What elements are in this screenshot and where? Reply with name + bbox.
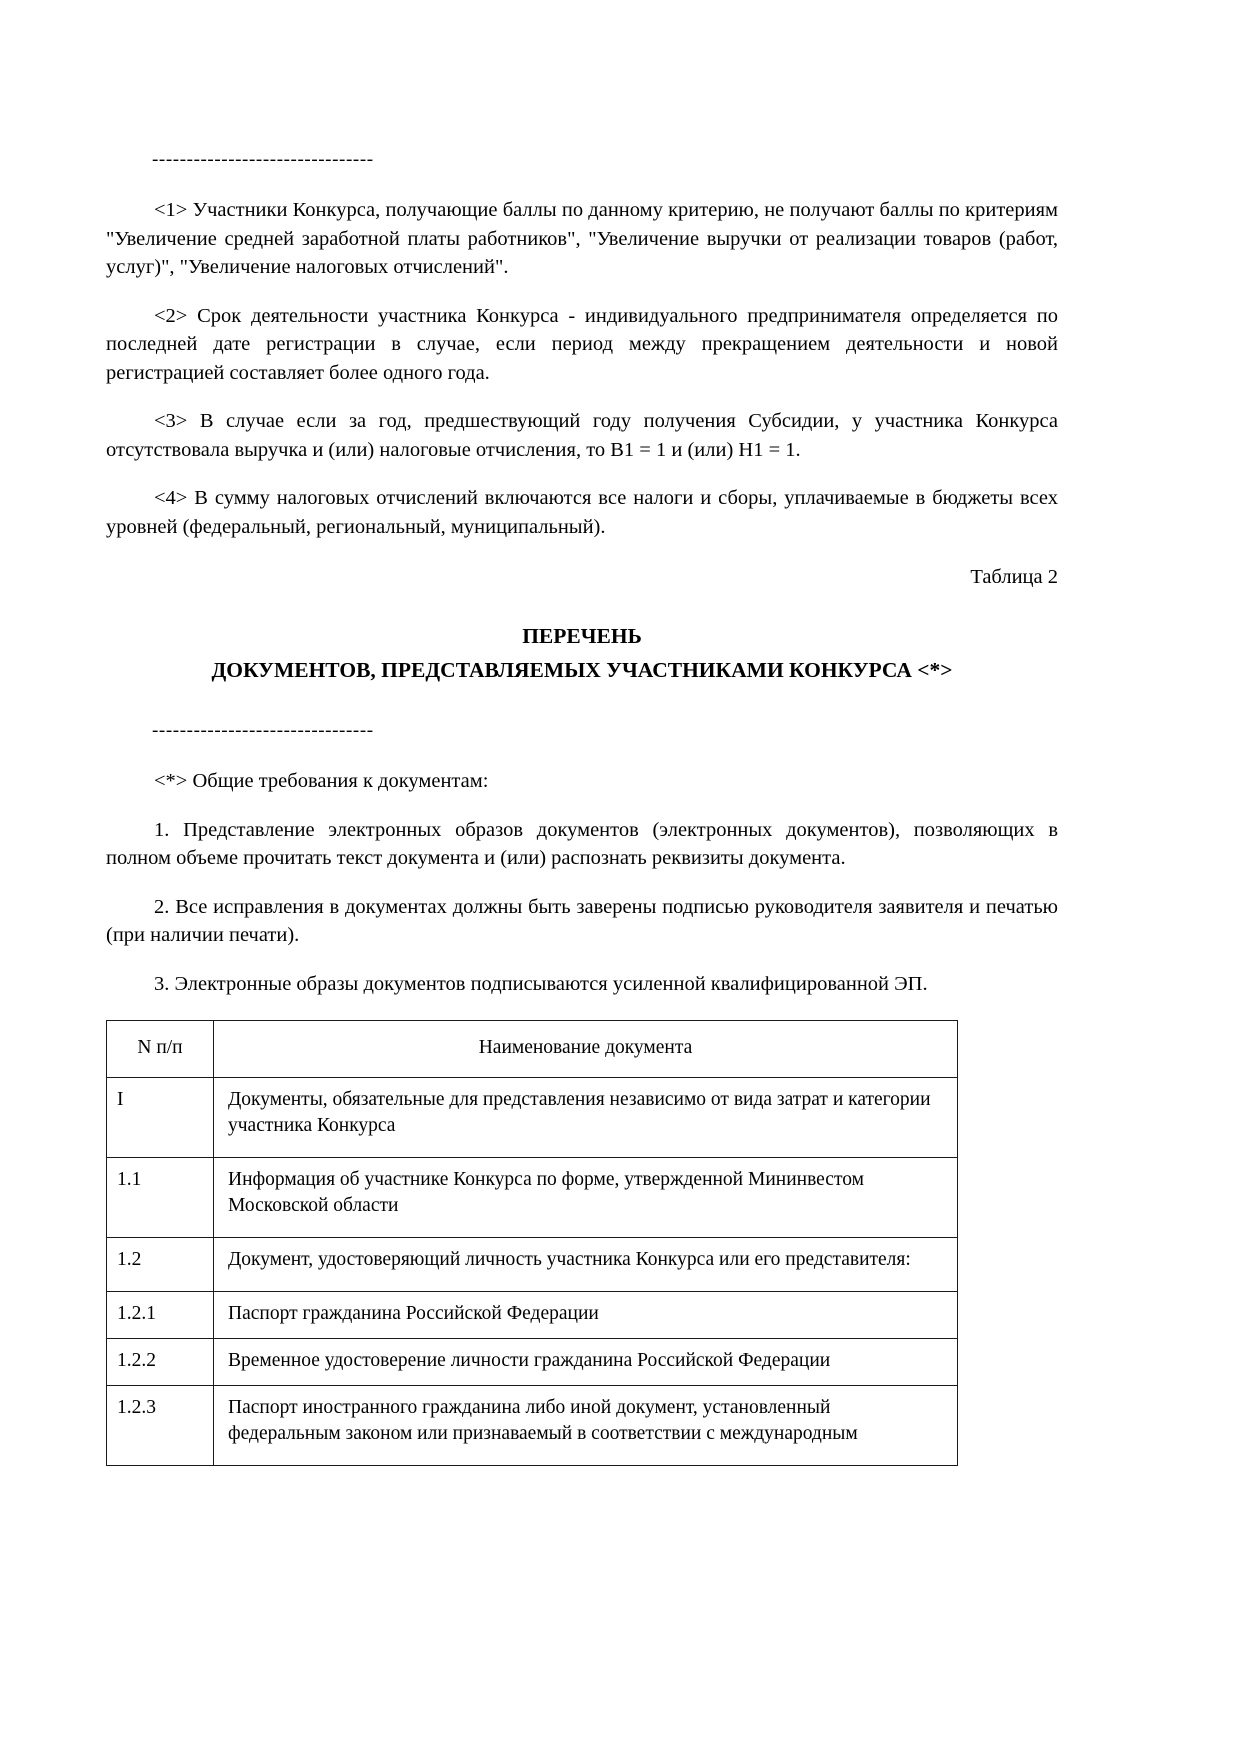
separator-rule-top: -------------------------------- (152, 149, 374, 170)
page-title-line-1: ПЕРЕЧЕНЬ (522, 624, 642, 648)
table-header-document-name: Наименование документа (214, 1021, 958, 1078)
documents-table (106, 1020, 958, 1466)
footnote-3: <3> В случае если за год, предшествующий году получения Субсидии, у участника Конкурса отсутствовала выручка и (или) налоговые отчисления, то В1 = 1 и (или) Н1 = 1. (106, 410, 1058, 461)
table-cell-document-name: Паспорт иностранного гражданина либо иной документ, установленный федеральным законом или признаваемый в соответствии с международным (214, 1386, 958, 1466)
table-header-number: N п/п (107, 1021, 214, 1078)
table-row (107, 1158, 958, 1238)
table-row (107, 1078, 958, 1158)
table-row (107, 1292, 958, 1339)
page-title-line-2: ДОКУМЕНТОВ, ПРЕДСТАВЛЯЕМЫХ УЧАСТНИКАМИ КОНКУРСА <*> (211, 658, 953, 682)
footnote-4: <4> В сумму налоговых отчислений включаются все налоги и сборы, уплачиваемые в бюджеты всех уровней (федеральный, региональный, муниципальный). (106, 487, 1058, 538)
table-row (107, 1238, 958, 1292)
table-cell-number: 1.2.1 (107, 1292, 214, 1339)
table-cell-number: 1.2 (107, 1238, 214, 1292)
footnote-2: <2> Срок деятельности участника Конкурса - индивидуального предпринимателя определяется по последней дате регистрации в случае, если период между прекращением деятельности и новой регистрацией составляет более одного года. (106, 304, 1058, 384)
footnote-1: <1> Участники Конкурса, получающие баллы по данному критерию, не получают баллы по критериям "Увеличение средней заработной платы работников", "Увеличение выручки от реализации товаров (работ, услуг)", "Увеличение налоговых отчислений". (106, 199, 1058, 278)
table-cell-document-name: Документ, удостоверяющий личность участника Конкурса или его представителя: (214, 1238, 958, 1292)
table-cell-document-name: Временное удостоверение личности гражданина Российской Федерации (214, 1339, 958, 1386)
document-content (106, 150, 1058, 1466)
table-cell-number: 1.2.3 (107, 1386, 214, 1466)
table-header-row (107, 1021, 958, 1078)
table-cell-number: 1.1 (107, 1158, 214, 1238)
table-cell-document-name: Информация об участнике Конкурса по форме, утвержденной Мининвестом Московской области (214, 1158, 958, 1238)
table-cell-number: 1.2.2 (107, 1339, 214, 1386)
requirement-2: 2. Все исправления в документах должны быть заверены подписью руководителя заявителя и печатью (при наличии печати). (106, 895, 1058, 946)
table-cell-number: I (107, 1078, 214, 1158)
table-caption: Таблица 2 (970, 566, 1058, 588)
table-cell-document-name: Документы, обязательные для представления независимо от вида затрат и категории участника Конкурса (214, 1078, 958, 1158)
table-row (107, 1339, 958, 1386)
table-cell-document-name: Паспорт гражданина Российской Федерации (214, 1292, 958, 1339)
table-row (107, 1386, 958, 1466)
page-title (106, 619, 1058, 687)
requirement-1: 1. Представление электронных образов документов (электронных документов), позволяющих в полном объеме прочитать текст документа и (или) распознать реквизиты документа. (106, 818, 1058, 869)
requirement-3: 3. Электронные образы документов подписываются усиленной квалифицированной ЭП. (154, 972, 928, 995)
general-requirements-note: <*> Общие требования к документам: (154, 770, 489, 792)
separator-rule-middle: -------------------------------- (152, 720, 374, 741)
